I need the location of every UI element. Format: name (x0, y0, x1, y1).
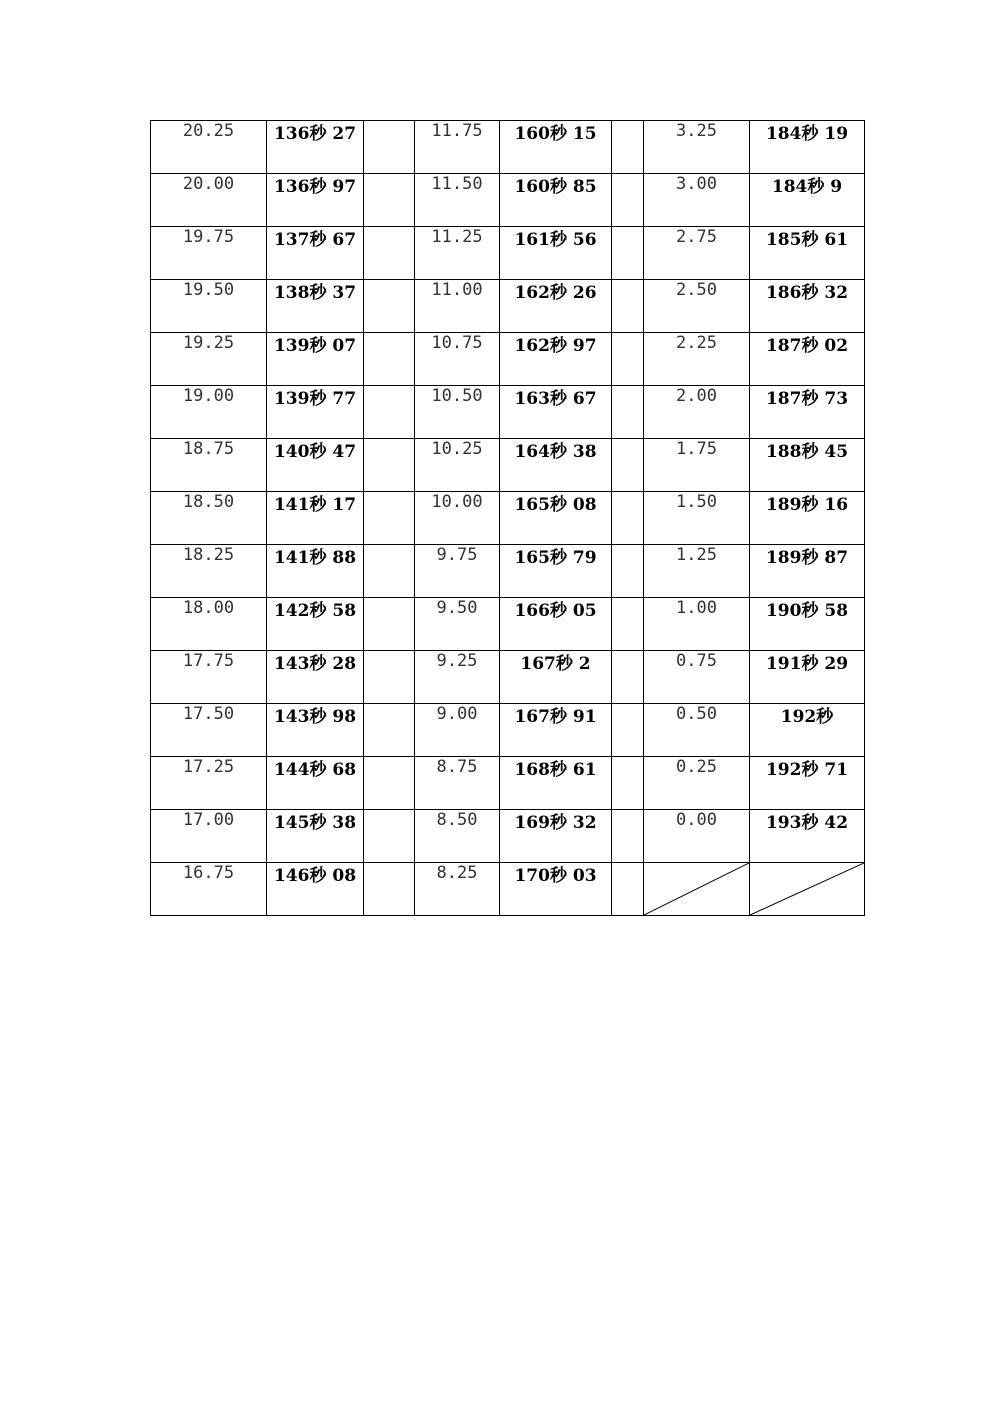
empty-slashed-cell (644, 863, 750, 916)
column-spacer (364, 598, 415, 651)
time-cell: 143秒 28 (267, 651, 364, 704)
column-spacer (612, 492, 644, 545)
time-cell: 141秒 88 (267, 545, 364, 598)
score-cell: 0.25 (644, 757, 750, 810)
score-cell: 3.25 (644, 121, 750, 174)
time-cell: 166秒 05 (500, 598, 612, 651)
score-cell: 10.50 (415, 386, 500, 439)
time-cell: 165秒 79 (500, 545, 612, 598)
column-spacer (364, 863, 415, 916)
table-row (151, 439, 865, 492)
diagonal-slash (644, 863, 749, 915)
diagonal-slash (750, 863, 864, 915)
time-cell: 142秒 58 (267, 598, 364, 651)
time-cell: 185秒 61 (750, 227, 865, 280)
column-spacer (612, 227, 644, 280)
score-cell: 17.75 (151, 651, 267, 704)
column-spacer (364, 227, 415, 280)
time-cell: 137秒 67 (267, 227, 364, 280)
score-cell: 19.25 (151, 333, 267, 386)
time-cell: 164秒 38 (500, 439, 612, 492)
time-cell: 143秒 98 (267, 704, 364, 757)
table-row (151, 863, 865, 916)
time-cell: 168秒 61 (500, 757, 612, 810)
time-cell: 167秒 91 (500, 704, 612, 757)
table-row (151, 386, 865, 439)
score-cell: 10.75 (415, 333, 500, 386)
score-cell: 17.00 (151, 810, 267, 863)
score-cell: 1.50 (644, 492, 750, 545)
score-cell: 9.25 (415, 651, 500, 704)
table-row (151, 492, 865, 545)
time-cell: 162秒 97 (500, 333, 612, 386)
score-cell: 2.75 (644, 227, 750, 280)
score-cell: 2.00 (644, 386, 750, 439)
score-cell: 9.50 (415, 598, 500, 651)
score-cell: 18.25 (151, 545, 267, 598)
table-row (151, 280, 865, 333)
column-spacer (612, 174, 644, 227)
column-spacer (612, 757, 644, 810)
time-cell: 187秒 73 (750, 386, 865, 439)
time-cell: 186秒 32 (750, 280, 865, 333)
column-spacer (612, 810, 644, 863)
column-spacer (612, 863, 644, 916)
time-cell: 162秒 26 (500, 280, 612, 333)
empty-slashed-cell (750, 863, 865, 916)
table-row (151, 545, 865, 598)
score-cell: 19.75 (151, 227, 267, 280)
time-cell: 161秒 56 (500, 227, 612, 280)
table-row (151, 704, 865, 757)
time-cell: 187秒 02 (750, 333, 865, 386)
score-cell: 18.50 (151, 492, 267, 545)
column-spacer (364, 280, 415, 333)
column-spacer (612, 121, 644, 174)
table-body (151, 121, 865, 916)
column-spacer (612, 439, 644, 492)
column-spacer (364, 492, 415, 545)
score-cell: 10.00 (415, 492, 500, 545)
time-cell: 165秒 08 (500, 492, 612, 545)
time-cell: 138秒 37 (267, 280, 364, 333)
time-cell: 136秒 27 (267, 121, 364, 174)
time-cell: 145秒 38 (267, 810, 364, 863)
column-spacer (364, 810, 415, 863)
time-cell: 167秒 2 (500, 651, 612, 704)
time-cell: 188秒 45 (750, 439, 865, 492)
score-cell: 11.00 (415, 280, 500, 333)
score-cell: 11.25 (415, 227, 500, 280)
table-row (151, 757, 865, 810)
time-cell: 184秒 19 (750, 121, 865, 174)
score-cell: 2.50 (644, 280, 750, 333)
column-spacer (612, 545, 644, 598)
time-cell: 163秒 67 (500, 386, 612, 439)
score-cell: 20.00 (151, 174, 267, 227)
table-row (151, 651, 865, 704)
score-cell: 17.25 (151, 757, 267, 810)
score-cell: 1.25 (644, 545, 750, 598)
column-spacer (612, 333, 644, 386)
time-cell: 169秒 32 (500, 810, 612, 863)
time-cell: 170秒 03 (500, 863, 612, 916)
time-cell: 160秒 85 (500, 174, 612, 227)
table-row (151, 810, 865, 863)
column-spacer (364, 439, 415, 492)
time-cell: 141秒 17 (267, 492, 364, 545)
column-spacer (364, 545, 415, 598)
column-spacer (364, 651, 415, 704)
time-cell: 139秒 07 (267, 333, 364, 386)
time-cell: 191秒 29 (750, 651, 865, 704)
column-spacer (364, 174, 415, 227)
score-cell: 17.50 (151, 704, 267, 757)
time-cell: 189秒 16 (750, 492, 865, 545)
score-cell: 19.50 (151, 280, 267, 333)
time-cell: 144秒 68 (267, 757, 364, 810)
column-spacer (612, 704, 644, 757)
time-cell: 136秒 97 (267, 174, 364, 227)
score-cell: 3.00 (644, 174, 750, 227)
column-spacer (612, 280, 644, 333)
time-cell: 189秒 87 (750, 545, 865, 598)
time-cell: 160秒 15 (500, 121, 612, 174)
table-row (151, 227, 865, 280)
table-row (151, 121, 865, 174)
score-cell: 2.25 (644, 333, 750, 386)
column-spacer (364, 757, 415, 810)
score-cell: 0.50 (644, 704, 750, 757)
time-cell: 139秒 77 (267, 386, 364, 439)
score-cell: 10.25 (415, 439, 500, 492)
column-spacer (612, 598, 644, 651)
column-spacer (364, 121, 415, 174)
score-cell: 9.00 (415, 704, 500, 757)
column-spacer (612, 386, 644, 439)
column-spacer (364, 704, 415, 757)
score-cell: 20.25 (151, 121, 267, 174)
score-cell: 11.75 (415, 121, 500, 174)
score-cell: 8.50 (415, 810, 500, 863)
time-cell: 140秒 47 (267, 439, 364, 492)
score-time-table (150, 120, 865, 916)
score-cell: 0.75 (644, 651, 750, 704)
column-spacer (364, 386, 415, 439)
score-cell: 19.00 (151, 386, 267, 439)
score-cell: 11.50 (415, 174, 500, 227)
time-cell: 193秒 42 (750, 810, 865, 863)
score-cell: 1.75 (644, 439, 750, 492)
score-cell: 8.25 (415, 863, 500, 916)
score-cell: 9.75 (415, 545, 500, 598)
score-cell: 18.00 (151, 598, 267, 651)
table-row (151, 333, 865, 386)
table-row (151, 174, 865, 227)
time-cell: 190秒 58 (750, 598, 865, 651)
score-cell: 18.75 (151, 439, 267, 492)
score-cell: 16.75 (151, 863, 267, 916)
time-cell: 192秒 (750, 704, 865, 757)
column-spacer (612, 651, 644, 704)
time-cell: 192秒 71 (750, 757, 865, 810)
time-cell: 146秒 08 (267, 863, 364, 916)
score-cell: 0.00 (644, 810, 750, 863)
score-cell: 1.00 (644, 598, 750, 651)
table-row (151, 598, 865, 651)
column-spacer (364, 333, 415, 386)
time-cell: 184秒 9 (750, 174, 865, 227)
score-cell: 8.75 (415, 757, 500, 810)
